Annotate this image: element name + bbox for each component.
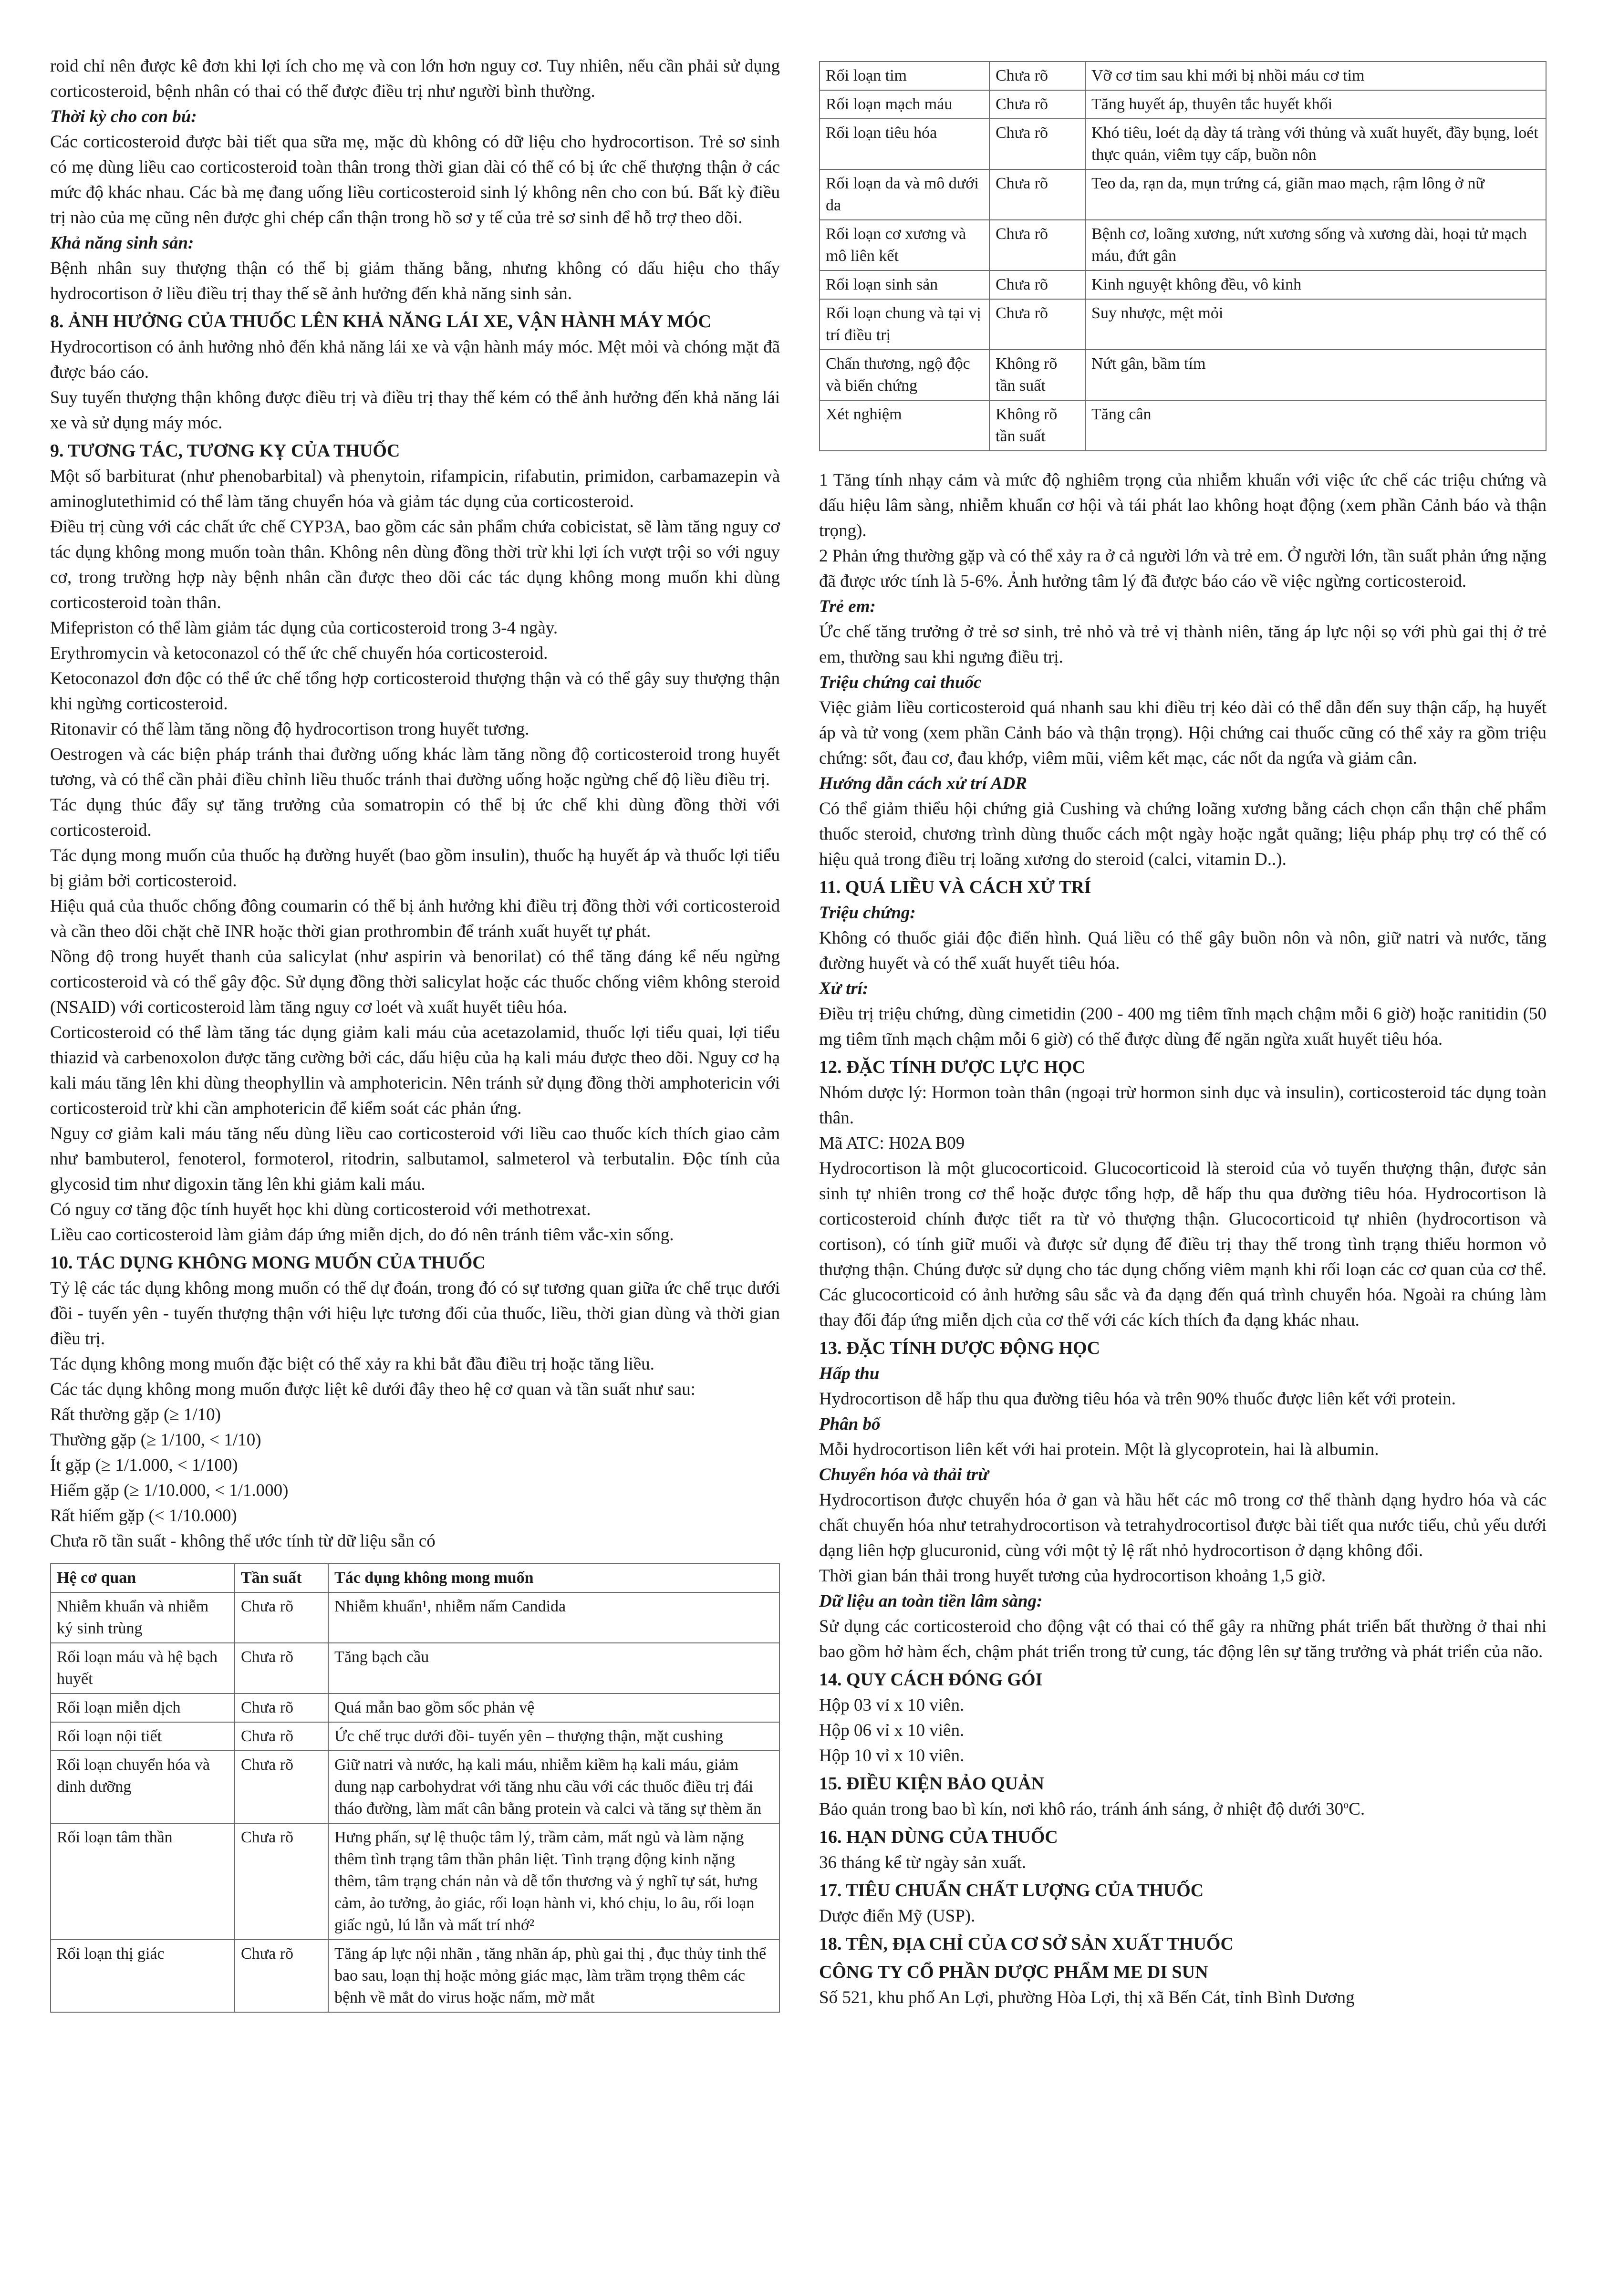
table-row [51, 1693, 779, 1722]
frequency-cell: Chưa rõ [235, 1722, 328, 1751]
organ-system-cell: Rối loạn tim [820, 62, 989, 90]
table-row [820, 350, 1546, 400]
organ-system-cell: Rối loạn nội tiết [51, 1722, 235, 1751]
section-12-heading: 12. ĐẶC TÍNH DƯỢC LỰC HỌC [819, 1057, 1086, 1077]
organ-system-cell: Rối loạn máu và hệ bạch huyết [51, 1643, 235, 1693]
distribution-heading: Phân bố [819, 1414, 881, 1434]
left-column [50, 53, 780, 2013]
frequency-cell: Chưa rõ [989, 90, 1085, 119]
frequency-cell: Chưa rõ [235, 1693, 328, 1722]
interaction-paragraph: Corticosteroid có thể làm tăng tác dụng giảm kali máu của acetazolamid, thuốc lợi tiểu quai, lợi tiểu thiazid và carbenoxolon được tăng cường bởi các, dấu hiệu của hạ kali máu được theo dõi. Nguy cơ hạ kali máu tăng lên khi dùng theophyllin và amphotericin. Nên tránh sử dụng đồng thời amphotericin với corticosteroid trừ khi cần amphotericin để kiểm soát các phản ứng. [50, 1023, 780, 1118]
header-frequency: Tần suất [235, 1564, 328, 1592]
adr-heading: Hướng dẫn cách xử trí ADR [819, 774, 1027, 793]
table-row [51, 1751, 779, 1823]
withdrawal-paragraph: Việc giảm liều corticosteroid quá nhanh sau khi điều trị kéo dài có thể dẫn đến suy thận cấp, hạ huyết áp và tử vong (xem phần Cảnh báo và thận trọng). Hội chứng cai thuốc cũng có thể xảy ra gồm triệu chứng: sốt, đau cơ, đau khớp, viêm mũi, viêm kết mạc, các nốt da ngứa và giảm cân. [819, 698, 1547, 768]
frequency-cell: Chưa rõ [235, 1751, 328, 1823]
effect-cell: Quá mẫn bao gồm sốc phản vệ [328, 1693, 779, 1722]
frequency-cell: Chưa rõ [989, 299, 1085, 350]
organ-system-cell: Xét nghiệm [820, 400, 989, 451]
organ-system-cell: Chấn thương, ngộ độc và biến chứng [820, 350, 989, 400]
frequency-cell: Chưa rõ [989, 62, 1085, 90]
frequency-cell: Chưa rõ [235, 1823, 328, 1940]
effect-cell: Tăng bạch cầu [328, 1643, 779, 1693]
breastfeeding-heading: Thời kỳ cho con bú: [50, 107, 197, 126]
interaction-paragraph: Oestrogen và các biện pháp tránh thai đường uống khác làm tăng nồng độ corticosteroid trong huyết tương, và có thể cần phải điều chỉnh liều thuốc tránh thai đường uống hoặc ngừng chế độ liều điều trị. [50, 745, 780, 790]
fertility-paragraph: Bệnh nhân suy thượng thận có thể bị giảm thăng bằng, nhưng không có dấu hiệu cho thấy hydrocortison ở liều điều trị thay thế sẽ ảnh hưởng đến khả năng sinh sản. [50, 259, 780, 303]
table-row [51, 1592, 779, 1643]
table-row [820, 169, 1546, 220]
interaction-paragraph: Nồng độ trong huyết thanh của salicylat (như aspirin và benorilat) có thể tăng đáng kể nếu ngừng corticosteroid và có thể gây độc. Sử dụng đồng thời salicylat hoặc các thuốc chống viêm không steroid (NSAID) với corticosteroid làm tăng nguy cơ loét và xuất huyết tiêu hóa. [50, 947, 780, 1017]
organ-system-cell: Rối loạn chuyển hóa và dinh dưỡng [51, 1751, 235, 1823]
interaction-paragraph: Có nguy cơ tăng độc tính huyết học khi dùng corticosteroid với methotrexat. [50, 1200, 591, 1219]
section-10-paragraph: Tác dụng không mong muốn đặc biệt có thể xảy ra khi bắt đầu điều trị hoặc tăng liều. [50, 1354, 654, 1374]
treatment-heading: Xử trí: [819, 979, 869, 998]
effect-cell: Ức chế trục dưới đồi- tuyến yên – thượng thận, mặt cushing [328, 1722, 779, 1751]
treatment-paragraph: Điều trị triệu chứng, dùng cimetidin (200 - 400 mg tiêm tĩnh mạch chậm mỗi 6 giờ) hoặc ranitidin (50 mg tiêm tĩnh mạch chậm mỗi 6 giờ) có thể được dùng để ngăn ngừa xuất huyết tiêu hóa. [819, 1004, 1547, 1049]
frequency-item: Thường gặp (≥ 1/100, < 1/10) [50, 1430, 261, 1450]
header-organ-system: Hệ cơ quan [51, 1564, 235, 1592]
intro-paragraph: roid chỉ nên được kê đơn khi lợi ích cho mẹ và con lớn hơn nguy cơ. Tuy nhiên, nếu cần phải sử dụng corticosteroid, bệnh nhân có thai có thể được điều trị như người bình thường. [50, 56, 780, 101]
interaction-paragraph: Ketoconazol đơn độc có thể ức chế tổng hợp corticosteroid thượng thận và có thể gây suy thượng thận khi ngừng corticosteroid. [50, 669, 780, 714]
table-row [820, 299, 1546, 350]
adverse-effects-table-continued [819, 61, 1547, 451]
absorption-heading: Hấp thu [819, 1364, 880, 1383]
symptoms-heading: Triệu chứng: [819, 903, 916, 923]
frequency-item: Chưa rõ tần suất - không thể ước tính từ dữ liệu sẵn có [50, 1531, 436, 1551]
footnote-2: 2 Phản ứng thường gặp và có thể xảy ra ở cả người lớn và trẻ em. Ở người lớn, tần suất phản ứng nặng đã được ước tính là 5-6%. Ảnh hưởng tâm lý đã được báo cáo về việc ngừng corticosteroid. [819, 546, 1547, 591]
symptoms-paragraph: Không có thuốc giải độc điển hình. Quá liều có thể gây buồn nôn và nôn, giữ natri và nước, tăng đường huyết và có thể xuất huyết tiêu hóa. [819, 928, 1547, 973]
effect-cell: Hưng phấn, sự lệ thuộc tâm lý, trầm cảm, mất ngủ và làm nặng thêm tình trạng tâm thần phân liệt. Tình trạng động kinh nặng thêm, tâm trạng chán nản và dễ tổn thương và ý nghĩ tự sát, hưng cảm, ảo tưởng, ảo giác, rối loạn hành vi, khó chịu, lo âu, rối loạn giấc ngủ, lú lẫn và mất trí nhớ² [328, 1823, 779, 1940]
manufacturer-name: CÔNG TY CỔ PHẦN DƯỢC PHẨM ME DI SUN [819, 1962, 1208, 1982]
half-life-paragraph: Thời gian bán thải trong huyết tương của hydrocortison khoảng 1,5 giờ. [819, 1566, 1326, 1586]
interaction-paragraph: Hiệu quả của thuốc chống đông coumarin có thể bị ảnh hưởng khi điều trị đồng thời với corticosteroid và cần theo dõi chặt chẽ INR hoặc thời gian prothrombin để tránh xuất huyết tự phát. [50, 896, 780, 941]
storage-unit: C. [1349, 1799, 1365, 1819]
interaction-paragraph: Ritonavir có thể làm tăng nồng độ hydrocortison trong huyết tương. [50, 719, 529, 739]
organ-system-cell: Rối loạn chung và tại vị trí điều trị [820, 299, 989, 350]
frequency-cell: Chưa rõ [989, 119, 1085, 169]
absorption-paragraph: Hydrocortison dễ hấp thu qua đường tiêu hóa và trên 90% thuốc được liên kết với protein. [819, 1389, 1456, 1409]
section-12-paragraph: Nhóm dược lý: Hormon toàn thân (ngoại trừ hormon sinh dục và insulin), corticosteroid tác dụng toàn thân. [819, 1083, 1547, 1128]
effect-cell: Suy nhược, mệt mỏi [1085, 299, 1546, 350]
table-header-row [51, 1564, 779, 1592]
organ-system-cell: Rối loạn da và mô dưới da [820, 169, 989, 220]
effect-cell: Nhiễm khuẩn¹, nhiễm nấm Candida [328, 1592, 779, 1643]
section-12-paragraph: Hydrocortison là một glucocorticoid. Glucocorticoid là steroid của vỏ tuyến thượng thận, được sản sinh tự nhiên trong cơ thể hoặc được tổng hợp, dễ hấp thu qua đường tiêu hóa. Hydrocortison là corticosteroid chính được tiết ra từ vỏ thượng thận. Glucocorticoid tự nhiên (hydrocortison và cortison), có tính giữ muối và được sử dụng để điều trị thay thế trong tình trạng thiếu hormon vỏ thượng thận. Chúng được sử dụng cho tác dụng chống viêm mạnh khi rối loạn các cơ quan của cơ thể. Các glucocorticoid có ảnh hưởng sâu sắc và đa dạng đến quá trình chuyển hóa. Ngoài ra chúng làm thay đổi đáp ứng miễn dịch của cơ thể với các kích thích đa dạng khác nhau. [819, 1159, 1547, 1330]
distribution-paragraph: Mỗi hydrocortison liên kết với hai protein. Một là glycoprotein, hai là albumin. [819, 1440, 1379, 1459]
fertility-heading: Khả năng sinh sản: [50, 233, 194, 253]
organ-system-cell: Rối loạn tiêu hóa [820, 119, 989, 169]
effect-cell: Teo da, rạn da, mụn trứng cá, giãn mao mạch, rậm lông ở nữ [1085, 169, 1546, 220]
section-10-paragraph: Các tác dụng không mong muốn được liệt kê dưới đây theo hệ cơ quan và tần suất như sau: [50, 1380, 696, 1399]
frequency-cell: Chưa rõ [235, 1940, 328, 2012]
pack-item: Hộp 03 vỉ x 10 viên. [819, 1695, 965, 1715]
right-column [819, 61, 1547, 2010]
section-17-heading: 17. TIÊU CHUẨN CHẤT LƯỢNG CỦA THUỐC [819, 1880, 1204, 1901]
table-row [51, 1823, 779, 1940]
preclinical-paragraph: Sử dụng các corticosteroid cho động vật có thai có thể gây ra những phát triển bất thường ở thai nhi bao gồm hở hàm ếch, chậm phát triển trong tử cung, tác động lên sự tăng trưởng và phát triển của não. [819, 1617, 1547, 1662]
section-10-heading: 10. TÁC DỤNG KHÔNG MONG MUỐN CỦA THUỐC [50, 1253, 486, 1273]
section-13-heading: 13. ĐẶC TÍNH DƯỢC ĐỘNG HỌC [819, 1338, 1100, 1358]
manufacturer-address: Số 521, khu phố An Lợi, phường Hòa Lợi, thị xã Bến Cát, tỉnh Bình Dương [819, 1988, 1355, 2007]
effect-cell: Tăng huyết áp, thuyên tắc huyết khối [1085, 90, 1546, 119]
organ-system-cell: Rối loạn cơ xương và mô liên kết [820, 220, 989, 270]
section-18-heading: 18. TÊN, ĐỊA CHỈ CỦA CƠ SỞ SẢN XUẤT THUỐC [819, 1934, 1234, 1954]
atc-code: Mã ATC: H02A B09 [819, 1133, 965, 1153]
section-11-heading: 11. QUÁ LIỀU VÀ CÁCH XỬ TRÍ [819, 877, 1091, 897]
table-row [51, 1722, 779, 1751]
interaction-paragraph: Tác dụng thúc đẩy sự tăng trưởng của somatropin có thể bị ức chế khi dùng đồng thời với corticosteroid. [50, 795, 780, 840]
organ-system-cell: Rối loạn mạch máu [820, 90, 989, 119]
organ-system-cell: Rối loạn tâm thần [51, 1823, 235, 1940]
section-16-heading: 16. HẠN DÙNG CỦA THUỐC [819, 1827, 1058, 1847]
degree-sign: o [1343, 1798, 1349, 1811]
children-heading: Trẻ em: [819, 597, 876, 616]
pack-item: Hộp 06 vỉ x 10 viên. [819, 1721, 965, 1740]
effect-cell: Kinh nguyệt không đều, vô kinh [1085, 270, 1546, 299]
table-row [820, 90, 1546, 119]
frequency-cell: Chưa rõ [989, 270, 1085, 299]
metabolism-paragraph: Hydrocortison được chuyển hóa ở gan và hầu hết các mô trong cơ thể thành dạng hydro hóa và các chất chuyển hóa như tetrahydrocortison và tetrahydrocortisol được bài tiết qua nước tiểu, chủ yếu dưới dạng liên hợp glucuronid, cùng với một tỷ lệ rất nhỏ hydrocortison ở dạng không đổi. [819, 1490, 1547, 1560]
organ-system-cell: Nhiễm khuẩn và nhiễm ký sinh trùng [51, 1592, 235, 1643]
section-9-heading: 9. TƯƠNG TÁC, TƯƠNG KỴ CỦA THUỐC [50, 441, 400, 461]
interaction-paragraph: Điều trị cùng với các chất ức chế CYP3A, bao gồm các sản phẩm chứa cobicistat, sẽ làm tăng nguy cơ tác dụng không mong muốn toàn thân. Không nên dùng đồng thời trừ khi lợi ích vượt trội so với nguy cơ, trong trường hợp này bệnh nhân cần được theo dõi các tác dụng không mong muốn khi dùng corticosteroid toàn thân. [50, 517, 780, 613]
interaction-paragraph: Một số barbiturat (như phenobarbital) và phenytoin, rifampicin, rifabutin, primidon, carbamazepin và aminoglutethimid có thể làm tăng chuyển hóa và giảm tác dụng của corticosteroid. [50, 467, 780, 511]
frequency-cell: Không rõ tần suất [989, 350, 1085, 400]
breastfeeding-paragraph: Các corticosteroid được bài tiết qua sữa mẹ, mặc dù không có dữ liệu cho hydrocortison. Trẻ sơ sinh có mẹ dùng liều cao corticosteroid toàn thân trong thời gian dài có thể có bị ức chế thượng thận ở các mức độ khác nhau. Các bà mẹ đang uống liều corticosteroid sinh lý không nên cho con bú. Bất kỳ điều trị nào của mẹ cũng nên được ghi chép cẩn thận trong hồ sơ y tế của trẻ sơ sinh để hỗ trợ theo dõi. [50, 132, 780, 228]
table-row [820, 220, 1546, 270]
frequency-item: Rất thường gặp (≥ 1/10) [50, 1405, 221, 1424]
table-row [820, 62, 1546, 90]
frequency-cell: Chưa rõ [989, 220, 1085, 270]
section-8-paragraph: Hydrocortison có ảnh hưởng nhỏ đến khả năng lái xe và vận hành máy móc. Mệt mỏi và chóng mặt đã được báo cáo. [50, 337, 780, 382]
table-row [51, 1940, 779, 2012]
preclinical-heading: Dữ liệu an toàn tiền lâm sàng: [819, 1591, 1043, 1611]
header-effect: Tác dụng không mong muốn [328, 1564, 779, 1592]
interaction-paragraph: Liều cao corticosteroid làm giảm đáp ứng miễn dịch, do đó nên tránh tiêm vắc-xin sống. [50, 1225, 674, 1245]
storage-paragraph [819, 1797, 1547, 1822]
organ-system-cell: Rối loạn sinh sản [820, 270, 989, 299]
children-paragraph: Ức chế tăng trưởng ở trẻ sơ sinh, trẻ nhỏ và trẻ vị thành niên, tăng áp lực nội sọ với phù gai thị ở trẻ em, thường sau khi ngưng điều trị. [819, 622, 1547, 667]
metabolism-heading: Chuyển hóa và thải trừ [819, 1465, 989, 1485]
effect-cell: Tăng cân [1085, 400, 1546, 451]
table-row [820, 400, 1546, 451]
frequency-item: Rất hiếm gặp (< 1/10.000) [50, 1506, 237, 1526]
interaction-paragraph: Erythromycin và ketoconazol có thể ức chế chuyển hóa corticosteroid. [50, 644, 548, 663]
frequency-cell: Không rõ tần suất [989, 400, 1085, 451]
effect-cell: Bệnh cơ, loãng xương, nứt xương sống và xương dài, hoại tử mạch máu, đứt gân [1085, 220, 1546, 270]
footnote-1: 1 Tăng tính nhạy cảm và mức độ nghiêm trọng của nhiễm khuẩn với việc ức chế các triệu chứng và dấu hiệu lâm sàng, nhiễm khuẩn cơ hội và tái phát lao không hoạt động (xem phần Cảnh báo và thận trọng). [819, 470, 1547, 540]
effect-cell: Nứt gân, bầm tím [1085, 350, 1546, 400]
effect-cell: Vỡ cơ tim sau khi mới bị nhồi máu cơ tim [1085, 62, 1546, 90]
effect-cell: Khó tiêu, loét dạ dày tá tràng với thủng và xuất huyết, đầy bụng, loét thực quản, viêm tụy cấp, buồn nôn [1085, 119, 1546, 169]
interaction-paragraph: Mifepriston có thể làm giảm tác dụng của corticosteroid trong 3-4 ngày. [50, 618, 558, 638]
adr-paragraph: Có thể giảm thiểu hội chứng giả Cushing và chứng loãng xương bằng cách chọn cẩn thận chế phẩm thuốc steroid, chương trình dùng thuốc cách một ngày hoặc ngắt quãng; liệu pháp phụ trợ có thể có hiệu quả trong điều trị loãng xương do steroid (calci, vitamin D..). [819, 799, 1547, 869]
effect-cell: Giữ natri và nước, hạ kali máu, nhiễm kiềm hạ kali máu, giảm dung nạp carbohydrat với tăng nhu cầu với các thuốc điều trị đái tháo đường, làm mất cân bằng protein và calci và tăng sự thèm ăn [328, 1751, 779, 1823]
shelf-life: 36 tháng kể từ ngày sản xuất. [819, 1853, 1027, 1872]
section-8-paragraph: Suy tuyến thượng thận không được điều trị và điều trị thay thế kém có thể ảnh hưởng đến khả năng lái xe và sử dụng máy móc. [50, 388, 780, 433]
storage-text: Bảo quản trong bao bì kín, nơi khô ráo, tránh ánh sáng, ở nhiệt độ dưới 30 [819, 1799, 1344, 1819]
organ-system-cell: Rối loạn thị giác [51, 1940, 235, 2012]
table-row [51, 1643, 779, 1693]
table-row [820, 270, 1546, 299]
pack-item: Hộp 10 vỉ x 10 viên. [819, 1746, 965, 1766]
adverse-effects-table [50, 1563, 780, 2013]
interaction-paragraph: Nguy cơ giảm kali máu tăng nếu dùng liều cao corticosteroid với liều cao thuốc kích thích giao cảm như bambuterol, fenoterol, formoterol, ritodrin, salbutamol, salmeterol và terbutalin. Độc tính của glycosid tim như digoxin tăng lên khi giảm kali máu. [50, 1124, 780, 1194]
frequency-item: Hiếm gặp (≥ 1/10.000, < 1/1.000) [50, 1481, 289, 1500]
section-14-heading: 14. QUY CÁCH ĐÓNG GÓI [819, 1670, 1043, 1690]
organ-system-cell: Rối loạn miễn dịch [51, 1693, 235, 1722]
frequency-cell: Chưa rõ [235, 1643, 328, 1693]
section-10-paragraph: Tỷ lệ các tác dụng không mong muốn có thể dự đoán, trong đó có sự tương quan giữa ức chế trục dưới đồi - tuyến yên - tuyến thượng thận với hiệu lực tương đối của thuốc, liều, thời gian dùng và thời gian điều trị. [50, 1278, 780, 1349]
quality-standard: Dược điển Mỹ (USP). [819, 1906, 976, 1926]
interaction-paragraph: Tác dụng mong muốn của thuốc hạ đường huyết (bao gồm insulin), thuốc hạ huyết áp và thuốc lợi tiểu bị giảm bởi corticosteroid. [50, 846, 780, 891]
section-15-heading: 15. ĐIỀU KIỆN BẢO QUẢN [819, 1774, 1044, 1794]
withdrawal-heading: Triệu chứng cai thuốc [819, 673, 982, 692]
section-8-heading: 8. ẢNH HƯỞNG CỦA THUỐC LÊN KHẢ NĂNG LÁI XE, VẬN HÀNH MÁY MÓC [50, 312, 711, 332]
table-row [820, 119, 1546, 169]
frequency-item: Ít gặp (≥ 1/1.000, < 1/100) [50, 1455, 238, 1475]
frequency-cell: Chưa rõ [235, 1592, 328, 1643]
effect-cell: Tăng áp lực nội nhãn , tăng nhãn áp, phù gai thị , đục thủy tinh thể bao sau, loạn thị hoặc mỏng giác mạc, làm trầm trọng thêm các bệnh về mắt do virus hoặc nấm, mờ mắt [328, 1940, 779, 2012]
frequency-cell: Chưa rõ [989, 169, 1085, 220]
